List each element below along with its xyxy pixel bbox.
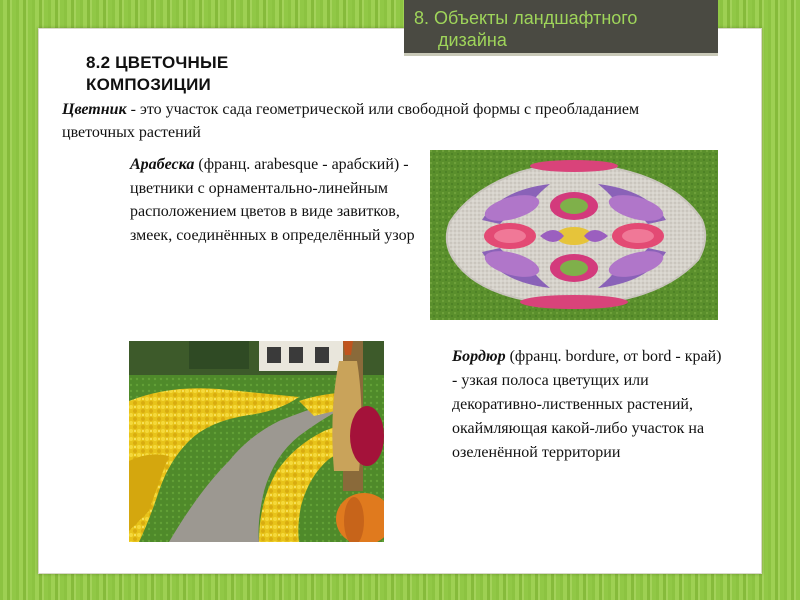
section-heading xyxy=(86,52,228,96)
section-heading-line2: КОМПОЗИЦИИ xyxy=(86,75,211,94)
arabesque-definition xyxy=(130,153,420,247)
arabesque-flowerbed-photo xyxy=(430,150,718,320)
flowerbed-definition xyxy=(62,98,662,144)
section-heading-line1: 8.2 ЦВЕТОЧНЫЕ xyxy=(86,53,229,72)
slide-title-line2: дизайна xyxy=(438,30,507,50)
arabesque-term: Арабеска xyxy=(130,156,195,173)
slide-title xyxy=(414,7,714,51)
slide-title-box xyxy=(404,0,718,56)
flowerbed-term: Цветник xyxy=(62,101,127,118)
slide-title-line1: 8. Объекты ландшафтного xyxy=(414,8,638,28)
border-term: Бордюр xyxy=(452,348,506,365)
border-definition xyxy=(452,345,722,465)
border-flower-path-photo xyxy=(129,341,384,542)
border-text: (франц. bordure, от bord - край) - узкая полоса цветущих или декоративно-лиственных растений, окаймляющая какой-либо участок на озеленённой территории xyxy=(452,348,722,461)
arabesque-text: (франц. arabesque - арабский) - цветники с орнаментально-линейным расположением цветов в виде завитков, змеек, соединённых в определённый узор xyxy=(130,156,415,244)
flowerbed-text: - это участок сада геометрической или свободной формы с преобладанием цветочных растений xyxy=(62,101,640,141)
